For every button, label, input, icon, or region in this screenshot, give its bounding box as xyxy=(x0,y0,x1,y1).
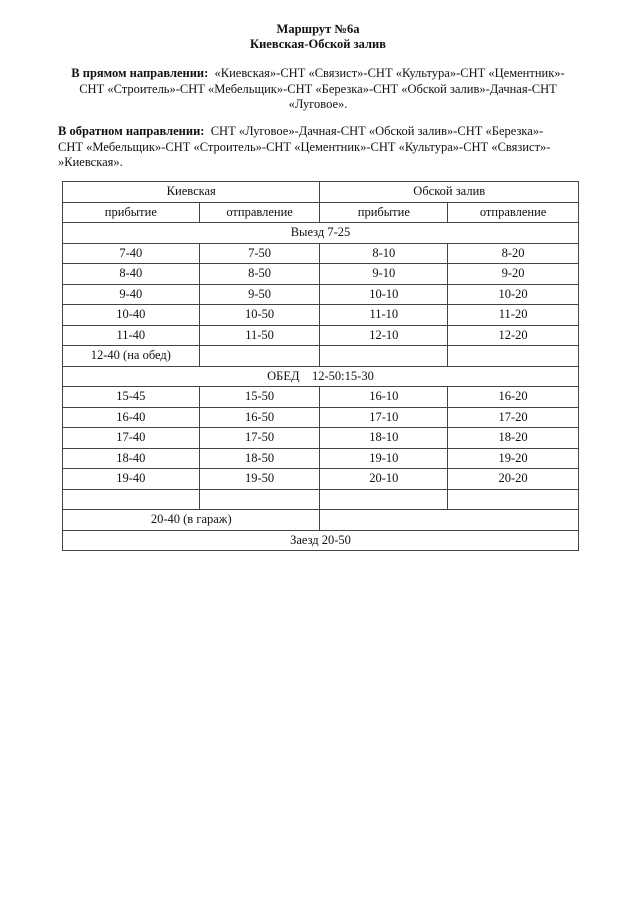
cell: 10-10 xyxy=(320,284,448,305)
cell: 8-50 xyxy=(199,264,320,285)
cell: 12-10 xyxy=(320,325,448,346)
cell: 10-50 xyxy=(199,305,320,326)
cell: 8-20 xyxy=(448,243,579,264)
departure-note-row xyxy=(63,223,579,244)
forward-route xyxy=(58,66,578,113)
cell: 9-40 xyxy=(63,284,200,305)
backward-route-text-3: »Киевская». xyxy=(58,155,123,169)
cell: 11-10 xyxy=(320,305,448,326)
cell: 7-50 xyxy=(199,243,320,264)
table-row xyxy=(63,243,579,264)
empty-cell xyxy=(199,489,320,510)
cell: 15-45 xyxy=(63,387,200,408)
cell: 9-50 xyxy=(199,284,320,305)
forward-route-label: В прямом направлении: xyxy=(71,66,209,80)
empty-cell xyxy=(63,489,200,510)
table-row xyxy=(63,305,579,326)
cell: 11-40 xyxy=(63,325,200,346)
schedule-table xyxy=(62,181,579,551)
cell: 17-40 xyxy=(63,428,200,449)
backward-route xyxy=(58,124,578,171)
forward-route-line-1 xyxy=(58,66,578,82)
cell: 16-10 xyxy=(320,387,448,408)
departure-note: Выезд 7-25 xyxy=(63,223,579,244)
garage-row xyxy=(63,510,579,531)
cell: 12-20 xyxy=(448,325,579,346)
empty-cell xyxy=(320,346,448,367)
cell: 18-40 xyxy=(63,448,200,469)
subheader-arrival-kievskaya: прибытие xyxy=(63,202,200,223)
cell: 11-20 xyxy=(448,305,579,326)
cell: 17-20 xyxy=(448,407,579,428)
cell: 19-40 xyxy=(63,469,200,490)
cell: 19-20 xyxy=(448,448,579,469)
forward-route-text-1: «Киевская»-СНТ «Связист»-СНТ «Культура»-СНТ «Цементник»- xyxy=(214,66,565,80)
table-row xyxy=(63,387,579,408)
backward-route-text-1: СНТ «Луговое»-Дачная-СНТ «Обской залив»-СНТ «Березка»- xyxy=(210,124,544,138)
backward-route-label: В обратном направлении: xyxy=(58,124,205,138)
empty-row xyxy=(63,489,579,510)
cell: 18-20 xyxy=(448,428,579,449)
header-obskoy-zaliv: Обской залив xyxy=(320,182,579,203)
forward-route-text-3: «Луговое». xyxy=(288,97,348,111)
forward-route-text-2: СНТ «Строитель»-СНТ «Мебельщик»-СНТ «Березка»-СНТ «Обской залив»-Дачная-СНТ xyxy=(79,81,557,96)
cell: 10-40 xyxy=(63,305,200,326)
lunch-arrival-cell: 12-40 (на обед) xyxy=(63,346,200,367)
lunch-arrival-row xyxy=(63,346,579,367)
table-row xyxy=(63,448,579,469)
cell: 11-50 xyxy=(199,325,320,346)
table-row xyxy=(63,325,579,346)
header-kievskaya: Киевская xyxy=(63,182,320,203)
cell: 20-10 xyxy=(320,469,448,490)
table-row xyxy=(63,469,579,490)
cell: 20-20 xyxy=(448,469,579,490)
cell: 8-10 xyxy=(320,243,448,264)
empty-cell xyxy=(320,510,579,531)
return-note: Заезд 20-50 xyxy=(63,530,579,551)
empty-cell xyxy=(320,489,448,510)
empty-cell xyxy=(448,489,579,510)
cell: 18-10 xyxy=(320,428,448,449)
cell: 19-50 xyxy=(199,469,320,490)
table-row xyxy=(63,264,579,285)
cell: 9-10 xyxy=(320,264,448,285)
cell: 16-40 xyxy=(63,407,200,428)
garage-arrival-cell: 20-40 (в гараж) xyxy=(63,510,320,531)
cell: 7-40 xyxy=(63,243,200,264)
cell: 16-20 xyxy=(448,387,579,408)
return-note-row xyxy=(63,530,579,551)
table-row xyxy=(63,407,579,428)
cell: 10-20 xyxy=(448,284,579,305)
document-title: Маршрут №6а xyxy=(276,22,360,36)
backward-route-text-2: СНТ «Мебельщик»-СНТ «Строитель»-СНТ «Цементник»-СНТ «Культура»-СНТ «Связист»- xyxy=(58,139,551,154)
table-header-row xyxy=(63,182,579,203)
empty-cell xyxy=(199,346,320,367)
lunch-note: ОБЕД 12-50:15-30 xyxy=(63,366,579,387)
backward-route-line-1 xyxy=(58,124,578,140)
lunch-note-row xyxy=(63,366,579,387)
cell: 16-50 xyxy=(199,407,320,428)
route-name: Киевская-Обской залив xyxy=(250,37,386,51)
subheader-departure-kievskaya: отправление xyxy=(199,202,320,223)
subheader-arrival-obskoy: прибытие xyxy=(320,202,448,223)
table-row xyxy=(63,428,579,449)
empty-cell xyxy=(448,346,579,367)
cell: 17-50 xyxy=(199,428,320,449)
cell: 18-50 xyxy=(199,448,320,469)
cell: 19-10 xyxy=(320,448,448,469)
cell: 15-50 xyxy=(199,387,320,408)
table-subheader-row xyxy=(63,202,579,223)
table-row xyxy=(63,284,579,305)
subheader-departure-obskoy: отправление xyxy=(448,202,579,223)
cell: 17-10 xyxy=(320,407,448,428)
cell: 9-20 xyxy=(448,264,579,285)
cell: 8-40 xyxy=(63,264,200,285)
